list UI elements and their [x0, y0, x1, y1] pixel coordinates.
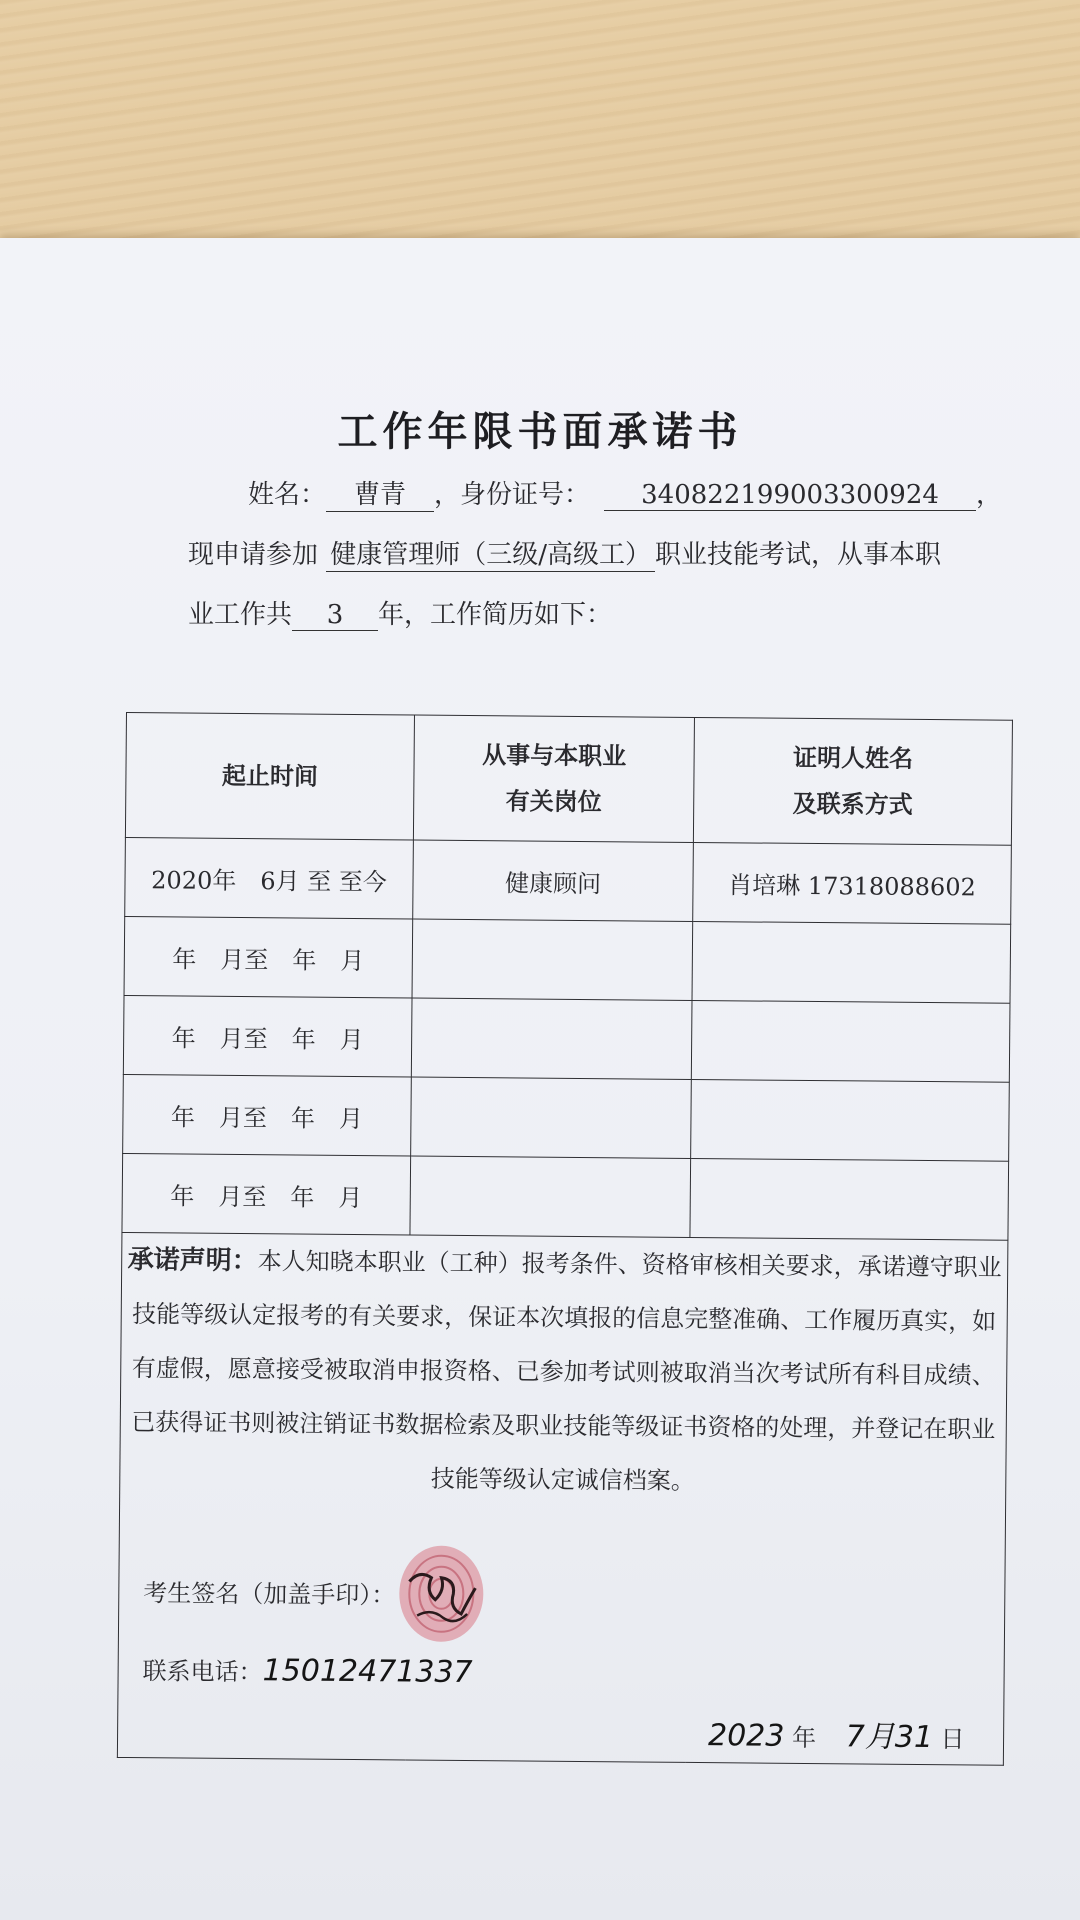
- years-prefix: 业工作共: [188, 600, 293, 630]
- statement-row: [117, 1232, 1008, 1765]
- position-cell: [411, 1077, 692, 1158]
- id-label: ，身份证号：: [434, 480, 591, 510]
- witness-cell: [691, 1079, 1010, 1161]
- period-cell: 年 月至 年 月: [123, 995, 412, 1077]
- name-id-line: [248, 474, 1002, 512]
- apply-prefix: 现申请参加: [188, 540, 319, 570]
- statement-label: 承诺声明：: [127, 1245, 258, 1277]
- header-witness-line2: 及联系方式: [792, 789, 913, 819]
- header-period: 起止时间: [125, 713, 414, 841]
- name-label: 姓名：: [248, 480, 327, 510]
- table-header-row: [125, 713, 1012, 846]
- name-value: 曹青: [326, 474, 434, 512]
- signature-label: 考生签名（加盖手印）：: [143, 1579, 396, 1610]
- date-month-day: 7月31: [845, 1719, 934, 1756]
- table-row: [124, 916, 1011, 1003]
- statement-cell: [117, 1232, 1008, 1765]
- phone-value: 15012471337: [262, 1653, 473, 1691]
- comma: ，: [976, 480, 1003, 510]
- position-cell: [412, 919, 693, 1000]
- apply-suffix: 职业技能考试，从事本职: [655, 540, 942, 570]
- period-cell: 年 月至 年 月: [123, 1074, 412, 1156]
- header-position-line2: 有关岗位: [505, 787, 602, 817]
- witness-cell: [690, 1158, 1009, 1240]
- position-cell: [410, 1156, 691, 1237]
- document-title: 工作年限书面承诺书: [337, 409, 743, 455]
- table-row: [123, 1074, 1010, 1161]
- position-cell: 健康顾问: [413, 840, 694, 921]
- statement-text: 本人知晓本职业（工种）报考条件、资格审核相关要求，承诺遵守职业技能等级认定报考的有关要求，保证本次填报的信息完整准确、工作履历真实，如有虚假，愿意接受被取消申报资格、已参加考试则被取消当次考试所有科目成绩、已获得证书则被注销证书数据检索及职业技能等级证书资格的处理，并登记在职业技能等级认定诚信档案。: [131, 1247, 1002, 1495]
- period-cell: 2020年 6月 至 至今: [125, 837, 414, 919]
- exam-name-value: 健康管理师（三级/高级工）: [326, 534, 655, 572]
- period-cell: 年 月至 年 月: [122, 1153, 411, 1235]
- witness-cell: [692, 921, 1011, 1003]
- apply-line: [188, 534, 941, 572]
- day-char: 日: [940, 1725, 965, 1754]
- witness-cell: 肖培琳 17318088602: [693, 842, 1012, 924]
- period-cell: 年 月至 年 月: [124, 916, 413, 998]
- table-row: [122, 1153, 1009, 1240]
- years-line: [188, 594, 612, 631]
- position-cell: [411, 998, 692, 1079]
- header-witness: [693, 717, 1012, 845]
- header-position-line1: 从事与本职业: [482, 741, 627, 771]
- table-row: [123, 995, 1010, 1082]
- header-witness-line1: 证明人姓名: [793, 743, 914, 773]
- date-row: [708, 1710, 965, 1756]
- phone-label: 联系电话：: [142, 1657, 263, 1687]
- header-position: [413, 715, 694, 842]
- table-row: [125, 837, 1012, 924]
- witness-cell: [691, 1000, 1010, 1082]
- work-history-table: [117, 712, 1013, 1766]
- years-suffix: 年，工作简历如下：: [378, 600, 613, 630]
- date-year: 2023: [707, 1718, 785, 1754]
- signature-row: [143, 1573, 395, 1610]
- fingerprint-signature-icon: [387, 1537, 500, 1650]
- phone-row: [142, 1651, 472, 1690]
- years-value: 3: [292, 600, 378, 631]
- wooden-desk-background: [0, 0, 1080, 260]
- year-char: 年: [791, 1723, 817, 1753]
- id-number-value: 340822199003300924: [604, 480, 976, 511]
- statement-paragraph: [120, 1233, 1007, 1511]
